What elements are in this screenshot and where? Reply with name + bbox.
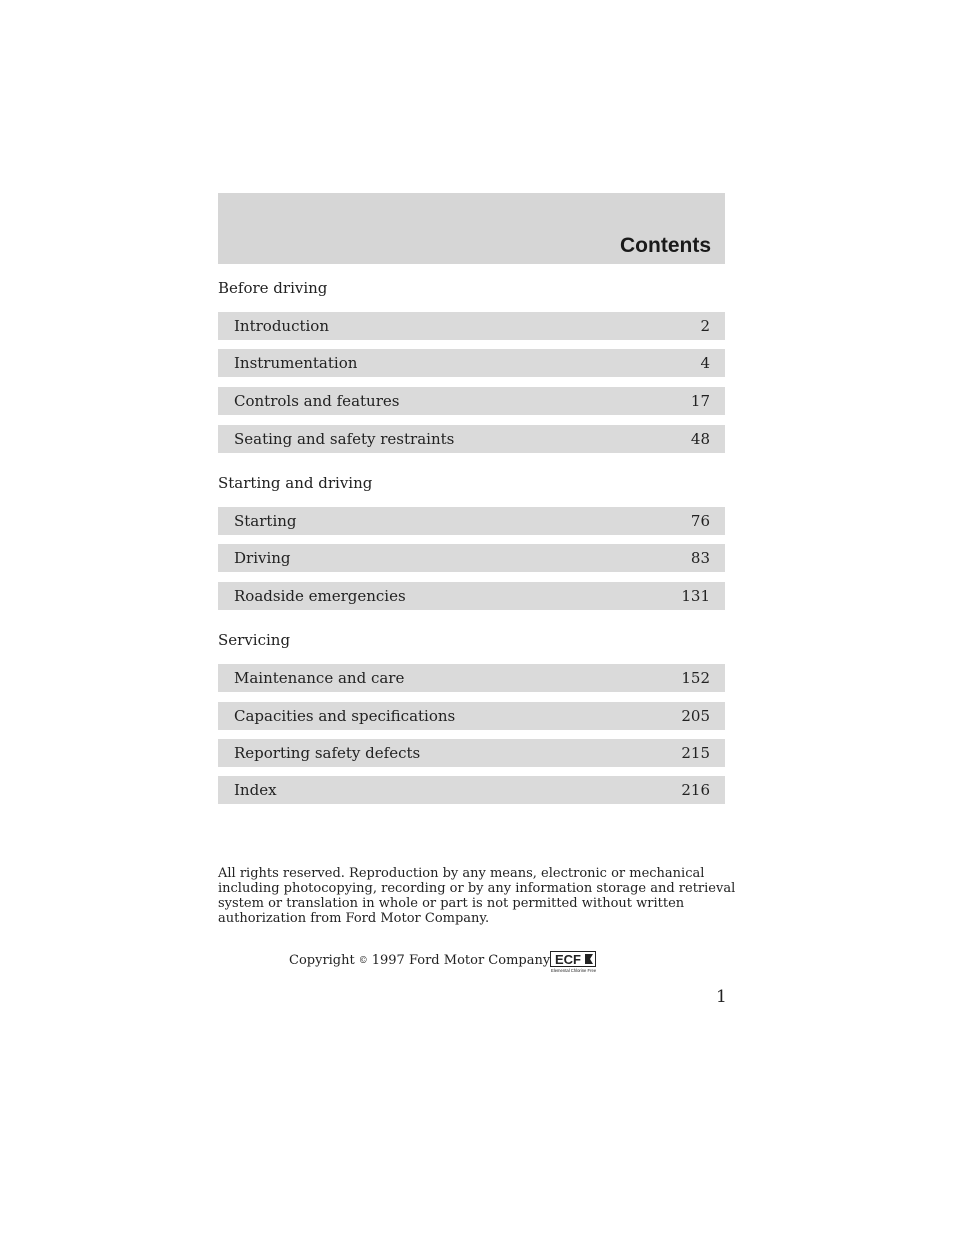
toc-entry-page: 216 — [681, 781, 710, 799]
section-label-servicing: Servicing — [218, 631, 291, 649]
rights-notice: All rights reserved. Reproduction by any means, electronic or mechanical including photocopying, recording or by any information storage and retrieval system or translation in whole or part is not permitted without written authorization from Ford Motor Company. — [218, 866, 736, 926]
toc-entry-seating-and-safety-restraints[interactable] — [218, 425, 725, 453]
toc-entry-controls-and-features[interactable] — [218, 387, 725, 415]
copyright-text: 1997 Ford Motor Company — [371, 953, 551, 968]
section-label-before-driving: Before driving — [218, 279, 328, 297]
toc-entry-title: Starting — [234, 512, 297, 530]
toc-entry-maintenance-and-care[interactable] — [218, 664, 725, 692]
ecf-logo-caption: Elemental Chlorine Free — [551, 968, 596, 973]
toc-entry-title: Introduction — [234, 317, 329, 335]
toc-entry-page: 83 — [690, 549, 710, 567]
toc-entry-page: 4 — [700, 354, 710, 372]
toc-entry-starting[interactable] — [218, 507, 725, 535]
toc-entry-title: Driving — [234, 549, 291, 567]
toc-entry-roadside-emergencies[interactable] — [218, 582, 725, 610]
toc-entry-title: Roadside emergencies — [234, 587, 406, 605]
ecf-logo-icon — [550, 951, 596, 973]
toc-entry-title: Seating and safety restraints — [234, 430, 455, 448]
contents-header — [218, 193, 725, 264]
toc-entry-title: Controls and features — [234, 392, 400, 410]
toc-entry-reporting-safety-defects[interactable] — [218, 739, 725, 767]
toc-entry-title: Index — [234, 781, 277, 799]
section-label-starting-and-driving: Starting and driving — [218, 474, 373, 492]
toc-entry-page: 131 — [681, 587, 710, 605]
toc-entry-title: Reporting safety defects — [234, 744, 421, 762]
toc-entry-page: 152 — [681, 669, 710, 687]
toc-entry-page: 76 — [690, 512, 710, 530]
toc-entry-page: 205 — [681, 707, 710, 725]
toc-entry-title: Capacities and specifications — [234, 707, 456, 725]
toc-entry-page: 215 — [681, 744, 710, 762]
toc-entry-instrumentation[interactable] — [218, 349, 725, 377]
toc-entry-title: Instrumentation — [234, 354, 358, 372]
toc-entry-page: 2 — [700, 317, 710, 335]
toc-entry-title: Maintenance and care — [234, 669, 405, 687]
toc-entry-capacities-and-specifications[interactable] — [218, 702, 725, 730]
page-title: Contents — [620, 234, 711, 257]
toc-entry-driving[interactable] — [218, 544, 725, 572]
page-number: 1 — [716, 987, 727, 1007]
copyright-icon: © — [358, 955, 368, 966]
copyright-line — [289, 953, 550, 968]
toc-entry-introduction[interactable] — [218, 312, 725, 340]
ecf-logo-letters: ECF — [555, 952, 581, 967]
toc-entry-page: 17 — [690, 392, 710, 410]
toc-entry-index[interactable] — [218, 776, 725, 804]
copyright-prefix: Copyright — [289, 953, 355, 968]
toc-entry-page: 48 — [690, 430, 710, 448]
